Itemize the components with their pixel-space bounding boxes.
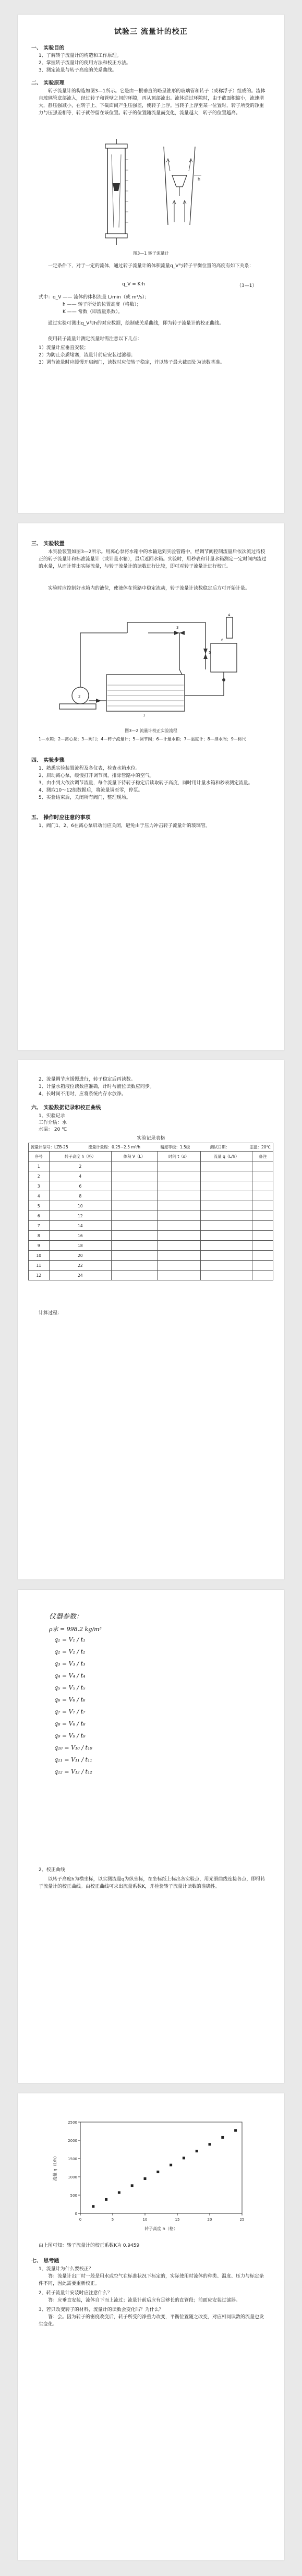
table-cell: 2 bbox=[49, 1161, 112, 1171]
medium-label: 工作介质：水 bbox=[39, 1120, 67, 1125]
y-tick-label: 1500 bbox=[68, 2157, 77, 2161]
list-item: h —— 转子所处的位置高度（格数）； bbox=[63, 302, 141, 307]
x-axis-label: 转子高度 h（格） bbox=[144, 2226, 178, 2231]
table-cell: 4 bbox=[29, 1191, 50, 1201]
table-cell bbox=[252, 1271, 273, 1280]
table-cell: 11 bbox=[29, 1261, 50, 1271]
x-tick-label: 25 bbox=[239, 2218, 245, 2222]
column-header: 备注 bbox=[252, 1152, 273, 1161]
paragraph: 一定条件下，对于一定的流体，通过转子流量计的体积流量q_V与转子平衡位置的高度有如下关系： bbox=[48, 263, 254, 269]
handwritten-line: q₈ = V₈ / t₈ bbox=[54, 1720, 86, 1727]
definition-list bbox=[39, 294, 268, 316]
table-cell: 14 bbox=[49, 1221, 112, 1231]
list-item: K —— 常数（即流量系数）。 bbox=[63, 309, 123, 315]
table-cell bbox=[157, 1211, 200, 1221]
table-cell: 22 bbox=[49, 1261, 112, 1271]
data-point bbox=[118, 2191, 120, 2194]
data-point bbox=[183, 2156, 185, 2159]
cautions-list bbox=[39, 822, 268, 830]
handwritten-line: q₁₀ = V₁₀ / t₁₀ bbox=[54, 1744, 92, 1751]
list-item: 1、阀门1、2、6在离心泵启动前应关闭，避免由于压力冲击转子流量计的玻璃管。 bbox=[39, 823, 210, 829]
column-header: 序号 bbox=[29, 1152, 50, 1161]
section-heading: 五、 操作时应注意的事项 bbox=[31, 815, 91, 821]
handwritten-line: q₇ = V₇ / t₇ bbox=[54, 1708, 86, 1715]
page-2 bbox=[18, 523, 284, 1050]
y-tick-label: 500 bbox=[70, 2194, 77, 2198]
notes-list bbox=[39, 344, 268, 366]
page-5 bbox=[18, 2093, 284, 2560]
cautions-list-continued bbox=[39, 1076, 268, 1098]
table-cell bbox=[200, 1271, 252, 1280]
data-point bbox=[170, 2164, 172, 2166]
table-cell: 10 bbox=[29, 1251, 50, 1261]
table-cell bbox=[200, 1201, 252, 1211]
list-item: 3、计量水箱液位读数应准确，计时与液位读数应同步。 bbox=[39, 1084, 154, 1089]
column-header: 转子高度 h（格） bbox=[49, 1152, 112, 1161]
table-title: 实验记录表格 bbox=[137, 1136, 165, 1141]
table-cell bbox=[112, 1221, 157, 1231]
formula-number: （3—1） bbox=[237, 283, 257, 289]
table-cell bbox=[157, 1181, 200, 1191]
apparatus-figure bbox=[49, 612, 252, 722]
table-cell bbox=[157, 1191, 200, 1201]
svg-text:h: h bbox=[198, 177, 201, 182]
paragraph: 使用转子流量计测定流量时需注意以下几点： bbox=[48, 337, 142, 342]
table-cell bbox=[157, 1271, 200, 1280]
svg-text:5: 5 bbox=[209, 651, 211, 655]
table-cell: 20 bbox=[49, 1251, 112, 1261]
table-cell bbox=[112, 1191, 157, 1201]
table-cell: 18 bbox=[49, 1241, 112, 1251]
answer: 答：会。因为转子的密度改变后，转子所受的净重力改变，平衡位置随之改变，对应相同读数的流量也发生变化。 bbox=[39, 2315, 264, 2327]
table-cell bbox=[157, 1221, 200, 1231]
figure-legend: 1—水箱；2—离心泵；3—阀门；4—转子流量计；5—调节阀；6—计量水箱；7—温度计；8—排水阀；9—标尺 bbox=[39, 737, 246, 741]
paragraph: 转子流量计的构造如图3—1所示。它是由一根垂直的略呈锥形的玻璃管和转子（或称浮子）组成的。流体自玻璃管底部流入，经过转子和管壁之间的环隙，再从顶部流出。流体通过环隙时，由于截面积缩小，流速增大，静压强减小，在转子上、下截面间产生压强差，使转子上浮。当转子上浮至某一位置时，转子所受的净重力与压强差相等，转子就停留在该位置。转子的位置随流量而变化，流量越大，转子的位置越高。 bbox=[39, 89, 265, 116]
list-item: 1）流量计应垂直安装； bbox=[39, 345, 89, 351]
table-cell bbox=[157, 1251, 200, 1261]
rotameter-figure bbox=[91, 139, 216, 246]
table-cell bbox=[157, 1231, 200, 1241]
table-cell: 4 bbox=[49, 1171, 112, 1181]
paragraph: 实验时应控制好水箱内的液位，使液体在管路中稳定流动，转子流量计读数稳定后方可开始计量。 bbox=[48, 586, 250, 591]
table-cell bbox=[112, 1251, 157, 1261]
table-cell bbox=[112, 1181, 157, 1191]
table-row bbox=[29, 1201, 273, 1211]
section-heading: 三、 实验装置 bbox=[31, 541, 65, 547]
x-tick-label: 5 bbox=[111, 2218, 114, 2222]
table-cell bbox=[200, 1191, 252, 1201]
column-header: 流量 q（L/h） bbox=[200, 1152, 252, 1161]
svg-text:4: 4 bbox=[228, 613, 231, 617]
table-row bbox=[29, 1161, 273, 1171]
list-item: 2、流量调节应缓慢进行，转子稳定后再读数。 bbox=[39, 1077, 136, 1082]
table-cell bbox=[252, 1161, 273, 1171]
question: 3、若只改变转子的材料，流量计的读数会变化吗？为什么？ bbox=[39, 2307, 164, 2313]
handwritten-list bbox=[49, 1636, 247, 1775]
chart-conclusion: 由上图可知：转子流量计的校正系数K为 0.9459 bbox=[39, 2243, 140, 2248]
list-item: 2、启动离心泵，缓慢打开调节阀，排除管路中的空气。 bbox=[39, 773, 154, 778]
table-cell: 8 bbox=[49, 1191, 112, 1201]
handwritten-line: 仪器参数： bbox=[49, 1613, 83, 1621]
table-row bbox=[29, 1181, 273, 1191]
table-cell bbox=[200, 1171, 252, 1181]
table-row bbox=[29, 1211, 273, 1221]
question: 2、转子流量计安装时应注意什么？ bbox=[39, 2291, 112, 2296]
section-heading: 一、 实验目的 bbox=[31, 45, 65, 51]
formula: q_V = K·h bbox=[122, 282, 146, 287]
table-row bbox=[29, 1191, 273, 1201]
record-table-wrapper bbox=[28, 1143, 273, 1280]
table-cell bbox=[200, 1231, 252, 1241]
table-cell bbox=[252, 1231, 273, 1241]
table-cell bbox=[252, 1241, 273, 1251]
table-cell bbox=[112, 1231, 157, 1241]
table-row bbox=[29, 1241, 273, 1251]
list-item: 式中：q_V —— 流体的体积流量 L/min（或 m³/s）； bbox=[39, 295, 150, 300]
subheading: 2、校正曲线 bbox=[39, 1867, 65, 1873]
column-header: 时间 t（s） bbox=[157, 1152, 200, 1161]
table-cell bbox=[200, 1221, 252, 1231]
handwritten-line: ρ水 = 998.2 kg/m³ bbox=[49, 1626, 102, 1633]
list-item: 2、掌握转子流量计的使用方法和校正方法。 bbox=[39, 61, 131, 66]
table-cell: 2 bbox=[29, 1171, 50, 1181]
table-cell bbox=[157, 1241, 200, 1251]
section-heading: 六、 实验数据记录和校正曲线 bbox=[31, 1105, 101, 1111]
list-item: 2）为防止杂质堵塞，流量计前应安装过滤器； bbox=[39, 353, 136, 358]
table-row bbox=[29, 1271, 273, 1280]
record-table bbox=[28, 1151, 273, 1280]
handwritten-line: q₄ = V₄ / t₄ bbox=[54, 1672, 86, 1679]
table-row bbox=[29, 1221, 273, 1231]
list-item: 3）调节流量时应缓慢开启阀门，读数时应使转子稳定，并以转子最大截面处为读数基准。 bbox=[39, 360, 225, 365]
list-item: 4、测取10～12组数据后，将流量调至零，停泵。 bbox=[39, 788, 143, 793]
list-item: 5、实验结束后，关闭所有阀门，整理现场。 bbox=[39, 795, 131, 800]
table-cell: 9 bbox=[29, 1241, 50, 1251]
table-cell: 7 bbox=[29, 1221, 50, 1231]
question: 1、流量计为什么要校正？ bbox=[39, 2267, 93, 2272]
table-row bbox=[29, 1171, 273, 1181]
table-meta-item: 流量计量程：0.25~2.5 m³/h bbox=[88, 1145, 140, 1149]
table-cell bbox=[252, 1261, 273, 1271]
data-point bbox=[156, 2171, 159, 2173]
data-point bbox=[131, 2184, 134, 2187]
table-cell bbox=[252, 1191, 273, 1201]
subheading: 1、实验记录 bbox=[39, 1113, 65, 1119]
table-cell bbox=[112, 1171, 157, 1181]
paragraph: 通过实验可测出q_V与h的对应数据，绘制成关系曲线，即为转子流量计的校正曲线。 bbox=[48, 321, 224, 326]
paragraph: 本实验装置如图3—2所示。用离心泵将水箱中的水输送到实验管路中，经调节阀控制流量后依次流过待校正的转子流量计和标准流量计（或计量水箱），最后返回水箱。实验时，用秒表和计量水箱测定一定时间内流过的水量，从而计算出实际流量，与转子流量计的读数进行比较，即可对转子流量计进行校正。 bbox=[39, 549, 267, 569]
table-cell: 6 bbox=[49, 1181, 112, 1191]
answer: 答：应垂直安装，流体自下而上流过；流量计前后应有足够长的直管段；前面应安装过滤器。 bbox=[48, 2298, 241, 2303]
section-heading: 七、 思考题 bbox=[31, 2258, 59, 2264]
handwritten-line: q₅ = V₅ / t₅ bbox=[54, 1684, 86, 1691]
page-3 bbox=[18, 1060, 284, 1579]
table-cell: 24 bbox=[49, 1271, 112, 1280]
list-item: 4、长时间不用时，应将系统内存水放净。 bbox=[39, 1092, 126, 1097]
table-cell bbox=[157, 1161, 200, 1171]
table-cell bbox=[200, 1251, 252, 1261]
table-cell bbox=[252, 1251, 273, 1261]
list-item: 1、熟悉实验装置流程及各仪表，检查水箱水位。 bbox=[39, 766, 140, 771]
table-cell bbox=[200, 1181, 252, 1191]
paragraph: 以转子高度h为横坐标，以实测流量q为纵坐标，在坐标纸上标出各实验点，用光滑曲线连接各点，即得转子流量计的校正曲线。由校正曲线可求出流量系数K，并检验转子流量计读数的准确性。 bbox=[39, 1877, 265, 1889]
table-cell bbox=[252, 1201, 273, 1211]
table-cell: 12 bbox=[29, 1271, 50, 1280]
y-tick-label: 1000 bbox=[68, 2175, 77, 2179]
list-item: 3、由小到大依次调节流量，每个流量下待转子稳定后读取转子高度，同时用计量水箱和秒表测定流量。 bbox=[39, 781, 253, 786]
table-cell: 12 bbox=[49, 1211, 112, 1221]
table-cell bbox=[200, 1241, 252, 1251]
table-cell bbox=[112, 1271, 157, 1280]
handwritten-line: q₂ = V₂ / t₂ bbox=[54, 1648, 86, 1655]
table-meta-item: 室温：20℃ bbox=[249, 1145, 271, 1149]
questions bbox=[39, 2266, 268, 2328]
data-point bbox=[221, 2136, 224, 2139]
table-row bbox=[29, 1261, 273, 1271]
data-point bbox=[209, 2143, 211, 2146]
table-cell: 8 bbox=[29, 1231, 50, 1241]
svg-text:1: 1 bbox=[143, 713, 146, 717]
section-heading: 四、 实验步骤 bbox=[31, 758, 65, 763]
list-item: 1、了解转子流量计的构造和工作原理。 bbox=[39, 53, 122, 58]
calc-label: 计算过程： bbox=[39, 1311, 63, 1316]
table-cell bbox=[112, 1161, 157, 1171]
svg-text:2: 2 bbox=[78, 694, 81, 699]
table-cell bbox=[200, 1161, 252, 1171]
table-meta-item: 测试日期： bbox=[210, 1145, 230, 1149]
data-point bbox=[144, 2177, 147, 2180]
table-meta-item: 精度等级：1.5级 bbox=[160, 1145, 190, 1149]
handwritten-line: q₁₂ = V₁₂ / t₁₂ bbox=[54, 1768, 92, 1775]
handwritten-line: q₆ = V₆ / t₆ bbox=[54, 1696, 86, 1703]
x-tick-label: 0 bbox=[79, 2218, 82, 2222]
y-axis-label: 流量 q（L/h） bbox=[53, 2154, 57, 2181]
table-cell bbox=[157, 1201, 200, 1211]
handwritten-line: q₉ = V₉ / t₉ bbox=[54, 1732, 86, 1739]
y-tick-label: 2500 bbox=[68, 2120, 77, 2125]
table-cell bbox=[112, 1201, 157, 1211]
figure-caption: 图3—2 流量计校正实验流程 bbox=[125, 728, 177, 733]
answer: 答：流量计出厂时一般是用水或空气在标准状况下标定的，实际使用时流体的种类、温度、压力与标定条件不同，因此需要重新校正。 bbox=[39, 2274, 264, 2286]
page-title: 试验三 流量计的校正 bbox=[114, 28, 188, 36]
table-cell: 6 bbox=[29, 1211, 50, 1221]
table-cell bbox=[112, 1241, 157, 1251]
x-tick-label: 20 bbox=[207, 2218, 212, 2222]
handwritten-line: q₃ = V₃ / t₃ bbox=[54, 1660, 86, 1667]
data-point bbox=[105, 2198, 107, 2201]
handwritten-calculation bbox=[49, 1611, 247, 1780]
table-row bbox=[29, 1251, 273, 1261]
steps-list bbox=[39, 765, 268, 801]
x-tick-label: 15 bbox=[175, 2218, 180, 2222]
table-cell: 1 bbox=[29, 1161, 50, 1171]
table-cell bbox=[200, 1211, 252, 1221]
table-cell: 10 bbox=[49, 1201, 112, 1211]
section-heading: 二、 实验原理 bbox=[31, 80, 65, 86]
table-cell bbox=[112, 1211, 157, 1221]
figure-caption: 图3—1 转子流量计 bbox=[133, 251, 169, 256]
handwritten-line: q₁₁ = V₁₁ / t₁₁ bbox=[54, 1756, 92, 1763]
temperature-label: 水温： 20 ℃ bbox=[39, 1127, 67, 1132]
objective-list bbox=[39, 52, 268, 74]
table-cell bbox=[252, 1181, 273, 1191]
column-header: 体积 V（L） bbox=[112, 1152, 157, 1161]
table-cell bbox=[157, 1171, 200, 1181]
table-cell bbox=[200, 1261, 252, 1271]
y-tick-label: 0 bbox=[75, 2212, 77, 2216]
table-meta bbox=[28, 1143, 273, 1151]
x-tick-label: 10 bbox=[142, 2218, 148, 2222]
page-4 bbox=[18, 1590, 284, 2083]
table-header-row bbox=[29, 1152, 273, 1161]
list-item: 3、测定流量与转子高度的关系曲线。 bbox=[39, 68, 117, 73]
table-cell bbox=[112, 1261, 157, 1271]
data-point bbox=[92, 2205, 94, 2208]
plot-area bbox=[80, 2122, 242, 2213]
handwritten-line: q₁ = V₁ / t₁ bbox=[54, 1636, 86, 1643]
table-body bbox=[29, 1161, 273, 1280]
table-cell: 3 bbox=[29, 1181, 50, 1191]
data-point bbox=[234, 2129, 237, 2132]
page-1 bbox=[18, 15, 284, 513]
calibration-chart bbox=[49, 2114, 252, 2234]
table-cell: 5 bbox=[29, 1201, 50, 1211]
table-cell bbox=[252, 1211, 273, 1221]
table-cell bbox=[252, 1221, 273, 1231]
table-row bbox=[29, 1231, 273, 1241]
svg-text:3: 3 bbox=[176, 626, 179, 630]
table-cell: 16 bbox=[49, 1231, 112, 1241]
table-cell bbox=[252, 1171, 273, 1181]
table-cell bbox=[157, 1261, 200, 1271]
svg-text:6: 6 bbox=[221, 638, 224, 642]
table-meta-item: 流量计型号：LZB-25 bbox=[31, 1145, 68, 1149]
y-tick-label: 2000 bbox=[68, 2139, 77, 2143]
data-point bbox=[196, 2150, 198, 2152]
